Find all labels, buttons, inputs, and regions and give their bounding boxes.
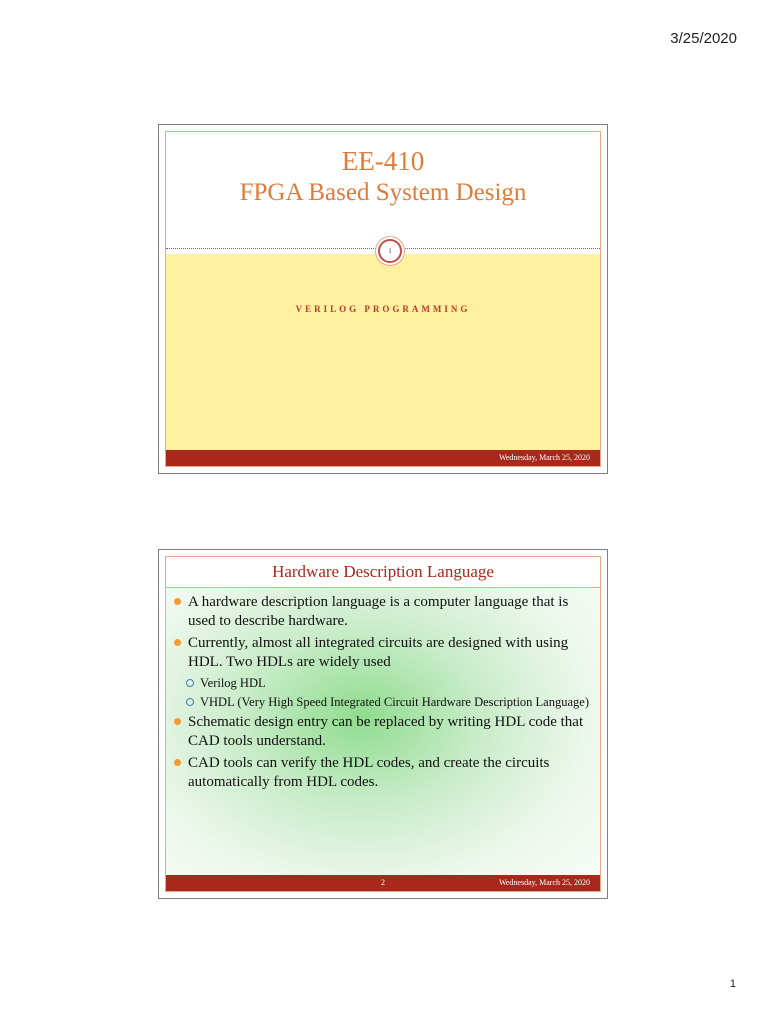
footer-date: Wednesday, March 25, 2020 bbox=[498, 878, 590, 887]
bullet-item bbox=[174, 754, 596, 792]
sub-bullet-text: Verilog HDL bbox=[200, 676, 266, 690]
slide-number-badge: 1 bbox=[378, 239, 402, 263]
slide-1-body bbox=[166, 254, 600, 450]
circle-bullet-icon bbox=[186, 679, 194, 687]
sub-bullet-text: VHDL (Very High Speed Integrated Circuit Hardware Description Language) bbox=[200, 695, 589, 709]
slide-1 bbox=[158, 124, 608, 474]
page-date: 3/25/2020 bbox=[670, 30, 737, 47]
slide-1-title-area bbox=[166, 132, 600, 248]
page-number: 1 bbox=[729, 978, 736, 990]
slide-2-footer bbox=[166, 875, 600, 891]
bullet-text: A hardware description language is a computer language that is used to describe hardware. bbox=[188, 594, 569, 629]
sub-bullet-item bbox=[174, 675, 596, 691]
slide-2-content bbox=[174, 593, 596, 795]
slide-topic: VERILOG PROGRAMMING bbox=[295, 304, 471, 314]
bullet-text: Currently, almost all integrated circuits are designed with using HDL. Two HDLs are widely used bbox=[188, 635, 569, 670]
bullet-text: Schematic design entry can be replaced by writing HDL code that CAD tools understand. bbox=[188, 714, 584, 749]
bullet-item bbox=[174, 713, 596, 751]
footer-slide-number: 2 bbox=[381, 878, 385, 887]
circle-bullet-icon bbox=[186, 698, 194, 706]
bullet-dot-icon bbox=[174, 718, 181, 725]
slide-2 bbox=[158, 549, 608, 899]
bullet-item bbox=[174, 634, 596, 672]
slide-2-frame bbox=[165, 556, 601, 892]
bullet-dot-icon bbox=[174, 759, 181, 766]
footer-date: Wednesday, March 25, 2020 bbox=[498, 453, 590, 462]
slide-2-title: Hardware Description Language bbox=[166, 557, 600, 588]
sub-bullet-item bbox=[174, 694, 596, 710]
bullet-dot-icon bbox=[174, 598, 181, 605]
bullet-item bbox=[174, 593, 596, 631]
course-code: EE-410 bbox=[341, 146, 425, 176]
bullet-text: CAD tools can verify the HDL codes, and create the circuits automatically from HDL codes. bbox=[188, 755, 550, 790]
slide-1-footer bbox=[166, 450, 600, 466]
course-name: FPGA Based System Design bbox=[239, 179, 527, 206]
bullet-dot-icon bbox=[174, 639, 181, 646]
slide-1-frame bbox=[165, 131, 601, 467]
